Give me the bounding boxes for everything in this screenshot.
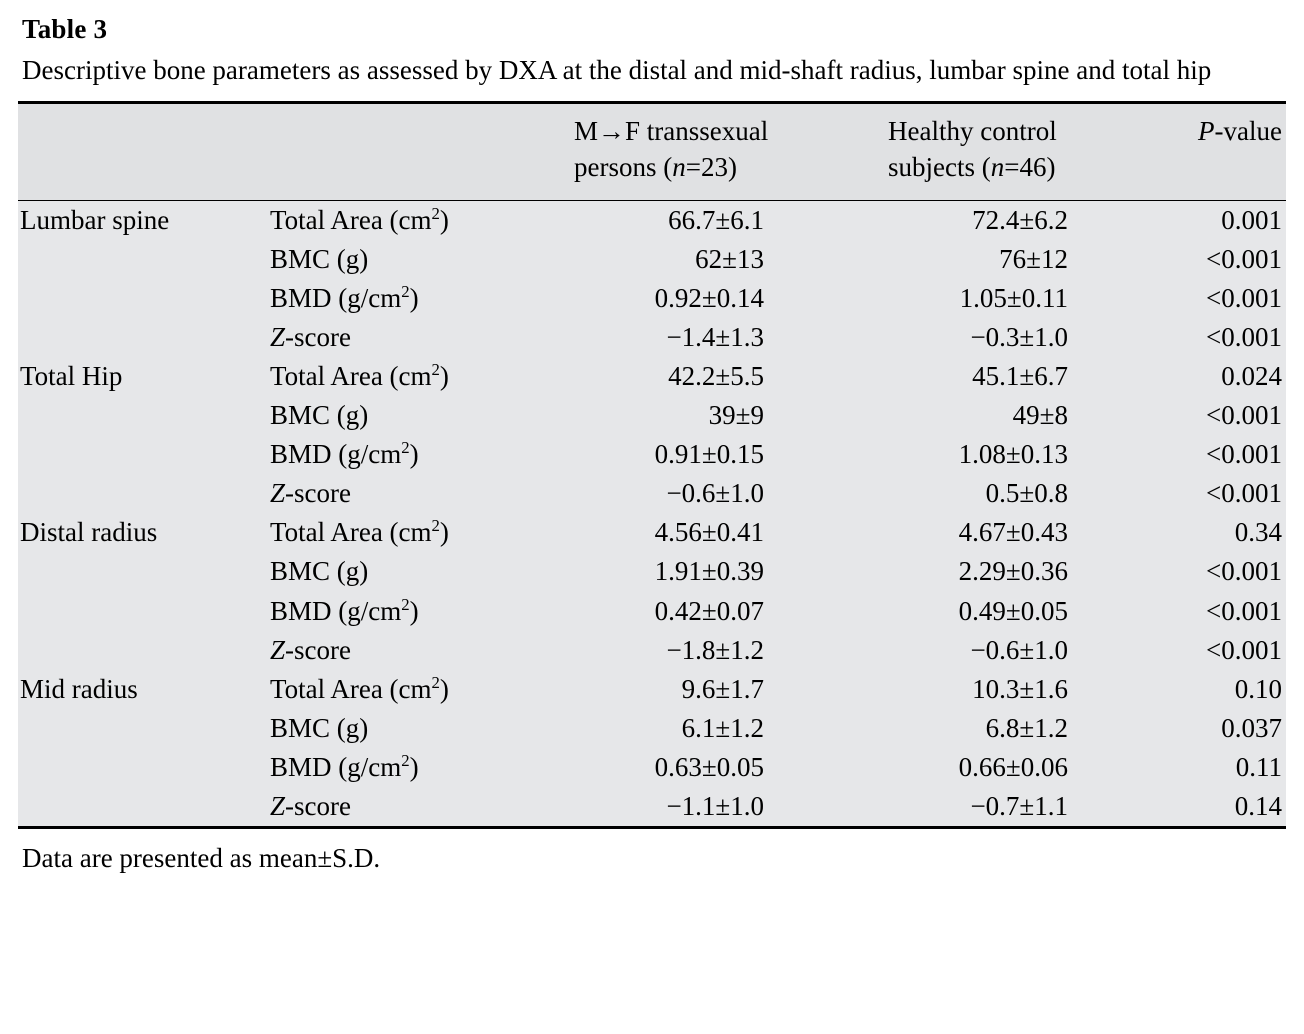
value-text: 0.66±0.06	[958, 751, 1068, 782]
param-text: Total Area (cm	[270, 673, 432, 704]
value-text: 4.56±0.41	[654, 517, 764, 548]
header-control-line2-post: =46)	[1004, 151, 1056, 182]
param-superscript: 2	[401, 750, 410, 770]
param-text: BMD (g/cm	[270, 282, 402, 313]
value-p: 0.34	[1178, 513, 1286, 552]
table-row	[18, 240, 1286, 279]
table-body	[18, 200, 1286, 828]
group-label-empty	[18, 396, 270, 435]
value-transsexual	[570, 396, 884, 435]
table-row	[18, 592, 1286, 631]
group-label-empty	[18, 748, 270, 787]
value-control	[884, 200, 1178, 240]
value-transsexual	[570, 670, 884, 709]
table-footnote: Data are presented as mean±S.D.	[22, 843, 381, 874]
param-label	[270, 318, 570, 357]
header-transsexual-group	[570, 103, 884, 200]
value-text: 66.7±6.1	[668, 204, 764, 235]
value-p: 0.11	[1178, 748, 1286, 787]
table-row	[18, 318, 1286, 357]
table-number: Table 3	[22, 14, 108, 44]
header-transsexual-n: n	[672, 151, 686, 182]
value-p: <0.001	[1178, 552, 1286, 591]
group-label-empty	[18, 474, 270, 513]
param-label	[270, 435, 570, 474]
value-text: 49±8	[1012, 400, 1068, 431]
table-row	[18, 631, 1286, 670]
group-label: Total Hip	[18, 357, 270, 396]
value-transsexual	[570, 748, 884, 787]
param-text: BMC (g)	[270, 243, 369, 274]
value-control	[884, 357, 1178, 396]
value-control	[884, 748, 1178, 787]
param-text: BMD (g/cm	[270, 595, 402, 626]
value-transsexual	[570, 787, 884, 828]
value-control	[884, 279, 1178, 318]
value-p: <0.001	[1178, 474, 1286, 513]
value-p: <0.001	[1178, 318, 1286, 357]
param-text: BMC (g)	[270, 556, 369, 587]
param-label	[270, 670, 570, 709]
value-transsexual	[570, 631, 884, 670]
table-caption: Descriptive bone parameters as assessed by DXA at the distal and mid-shaft radius, lumbar spine and total hip	[22, 55, 1212, 85]
value-transsexual	[570, 200, 884, 240]
value-text: 0.49±0.05	[958, 595, 1068, 626]
value-p: <0.001	[1178, 396, 1286, 435]
param-text-post: )	[409, 595, 419, 626]
param-text-post: )	[439, 204, 449, 235]
header-control-group	[884, 103, 1178, 200]
header-control-n: n	[990, 151, 1005, 182]
value-control	[884, 709, 1178, 748]
table-row	[18, 552, 1286, 591]
value-p: 0.001	[1178, 200, 1286, 240]
param-text-post: -score	[285, 790, 351, 821]
value-text: 42.2±5.5	[668, 360, 764, 391]
header-transsexual-line2-pre: persons (	[574, 151, 673, 182]
value-text: 39±9	[708, 400, 764, 431]
value-text: 2.29±0.36	[958, 556, 1068, 587]
value-text: −1.1±1.0	[666, 790, 764, 821]
header-blank-group	[18, 103, 270, 200]
value-text: 0.42±0.07	[654, 595, 764, 626]
header-transsexual-line1: M→F transsexual	[574, 116, 769, 147]
param-text-post: )	[439, 517, 449, 548]
value-text: 1.91±0.39	[654, 556, 764, 587]
value-transsexual	[570, 240, 884, 279]
table-row	[18, 396, 1286, 435]
param-text: Total Area (cm	[270, 360, 432, 391]
value-text: 0.92±0.14	[654, 282, 764, 313]
group-label-empty	[18, 631, 270, 670]
value-transsexual	[570, 435, 884, 474]
value-p: 0.10	[1178, 670, 1286, 709]
param-superscript: 2	[431, 359, 440, 379]
table-row	[18, 748, 1286, 787]
value-text: −0.6±1.0	[666, 478, 764, 509]
param-italic: Z	[270, 321, 286, 352]
value-transsexual	[570, 318, 884, 357]
table-row	[18, 357, 1286, 396]
value-text: −0.6±1.0	[970, 634, 1068, 665]
param-text: BMC (g)	[270, 712, 369, 743]
value-p: 0.037	[1178, 709, 1286, 748]
value-p: <0.001	[1178, 279, 1286, 318]
param-text: BMC (g)	[270, 400, 369, 431]
header-blank-param	[270, 103, 570, 200]
value-text: −0.3±1.0	[970, 321, 1068, 352]
value-p: 0.14	[1178, 787, 1286, 828]
value-transsexual	[570, 513, 884, 552]
value-text: 0.91±0.15	[654, 439, 764, 470]
param-superscript: 2	[401, 438, 410, 458]
value-text: 72.4±6.2	[972, 204, 1068, 235]
param-text-post: )	[439, 673, 449, 704]
param-text-post: -score	[285, 321, 351, 352]
table-row	[18, 787, 1286, 828]
param-label	[270, 396, 570, 435]
param-label	[270, 240, 570, 279]
param-label	[270, 748, 570, 787]
group-label-empty	[18, 787, 270, 828]
value-text: 0.63±0.05	[654, 751, 764, 782]
value-text: 6.1±1.2	[681, 712, 764, 743]
value-text: −0.7±1.1	[970, 790, 1068, 821]
param-text: Total Area (cm	[270, 517, 432, 548]
value-transsexual	[570, 279, 884, 318]
value-control	[884, 552, 1178, 591]
value-transsexual	[570, 552, 884, 591]
group-label: Lumbar spine	[18, 200, 270, 240]
value-control	[884, 474, 1178, 513]
value-text: 76±12	[999, 243, 1068, 274]
param-label	[270, 592, 570, 631]
param-label	[270, 279, 570, 318]
group-label: Mid radius	[18, 670, 270, 709]
value-control	[884, 631, 1178, 670]
table-row	[18, 474, 1286, 513]
value-p: <0.001	[1178, 592, 1286, 631]
header-transsexual-line2-post: =23)	[685, 151, 737, 182]
value-control	[884, 513, 1178, 552]
header-p-rest: -value	[1214, 116, 1282, 147]
param-label	[270, 552, 570, 591]
param-text-post: -score	[285, 478, 351, 509]
value-text: −1.4±1.3	[666, 321, 764, 352]
group-label-empty	[18, 435, 270, 474]
group-label-empty	[18, 552, 270, 591]
param-superscript: 2	[431, 516, 440, 536]
param-text-post: )	[409, 439, 419, 470]
param-text-post: )	[409, 751, 419, 782]
value-transsexual	[570, 474, 884, 513]
value-transsexual	[570, 592, 884, 631]
value-control	[884, 670, 1178, 709]
param-italic: Z	[270, 478, 286, 509]
value-text: 45.1±6.7	[972, 360, 1068, 391]
value-p: <0.001	[1178, 240, 1286, 279]
param-superscript: 2	[431, 672, 440, 692]
param-text: BMD (g/cm	[270, 439, 402, 470]
param-label	[270, 200, 570, 240]
value-text: 6.8±1.2	[985, 712, 1068, 743]
value-control	[884, 318, 1178, 357]
group-label-empty	[18, 592, 270, 631]
param-label	[270, 787, 570, 828]
value-text: 62±13	[695, 243, 764, 274]
value-p: 0.024	[1178, 357, 1286, 396]
table-header-row	[18, 103, 1286, 200]
bone-parameters-table	[18, 101, 1286, 829]
param-superscript: 2	[401, 594, 410, 614]
header-control-line1: Healthy control	[888, 116, 1057, 147]
param-label	[270, 631, 570, 670]
group-label-empty	[18, 709, 270, 748]
value-control	[884, 787, 1178, 828]
param-text: BMD (g/cm	[270, 751, 402, 782]
table-row	[18, 200, 1286, 240]
param-text: Total Area (cm	[270, 204, 432, 235]
value-control	[884, 435, 1178, 474]
value-control	[884, 240, 1178, 279]
group-label-empty	[18, 240, 270, 279]
param-label	[270, 357, 570, 396]
header-control-line2-pre: subjects (	[888, 151, 991, 182]
group-label-empty	[18, 318, 270, 357]
group-label-empty	[18, 279, 270, 318]
value-control	[884, 592, 1178, 631]
value-text: 10.3±1.6	[972, 673, 1068, 704]
value-p: <0.001	[1178, 435, 1286, 474]
value-text: −1.8±1.2	[666, 634, 764, 665]
param-text-post: -score	[285, 634, 351, 665]
table-row	[18, 435, 1286, 474]
value-text: 4.67±0.43	[958, 517, 1068, 548]
param-label	[270, 709, 570, 748]
param-italic: Z	[270, 790, 286, 821]
value-transsexual	[570, 709, 884, 748]
table-row	[18, 279, 1286, 318]
table-row	[18, 670, 1286, 709]
param-label	[270, 474, 570, 513]
param-label	[270, 513, 570, 552]
param-italic: Z	[270, 634, 286, 665]
param-superscript: 2	[401, 281, 410, 301]
table-row	[18, 513, 1286, 552]
group-label: Distal radius	[18, 513, 270, 552]
table-row	[18, 709, 1286, 748]
param-superscript: 2	[431, 203, 440, 223]
param-text-post: )	[439, 360, 449, 391]
value-p: <0.001	[1178, 631, 1286, 670]
value-transsexual	[570, 357, 884, 396]
header-p-italic: P	[1198, 116, 1215, 147]
value-text: 1.08±0.13	[958, 439, 1068, 470]
table-head	[18, 103, 1286, 200]
value-text: 1.05±0.11	[959, 282, 1068, 313]
value-control	[884, 396, 1178, 435]
header-p-value	[1178, 103, 1286, 200]
value-text: 0.5±0.8	[985, 478, 1068, 509]
param-text-post: )	[409, 282, 419, 313]
value-text: 9.6±1.7	[681, 673, 764, 704]
